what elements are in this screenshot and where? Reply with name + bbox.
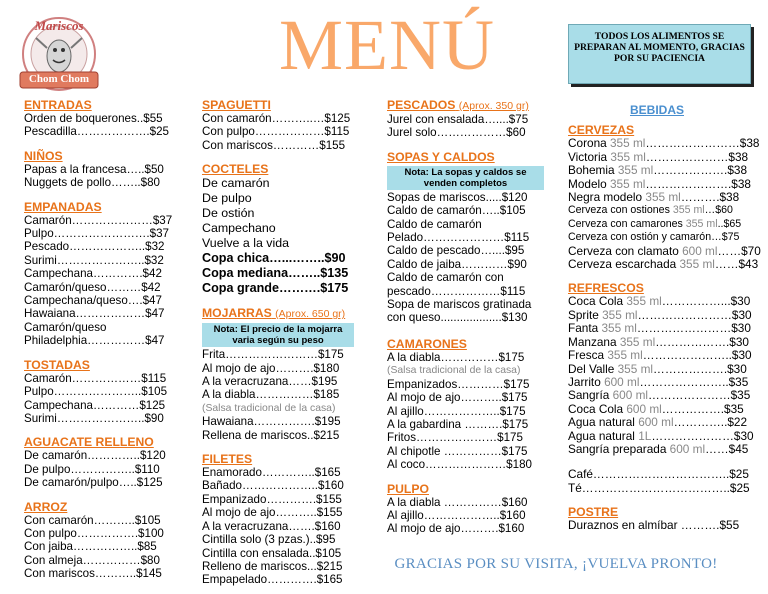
drink-price: …$60	[704, 204, 733, 217]
section-heading: FILETES	[202, 452, 253, 467]
section-cocteles	[202, 162, 354, 296]
section-heading-text: MOJARRAS	[202, 306, 272, 321]
menu-item: Pescadilla……………….$25	[24, 125, 169, 139]
menu-item: Empanizados…………$175	[387, 377, 530, 391]
section-pulpo	[387, 482, 544, 536]
menu-item: Al ajillo………………..$160	[387, 508, 526, 522]
menu-item: Caldo de camarón	[387, 217, 482, 231]
drink-size: 355 ml	[626, 294, 662, 309]
drink-size: 355 ml	[685, 217, 718, 230]
drink-name: Bohemia	[568, 163, 618, 178]
drink-price: …………………$30	[651, 428, 754, 443]
drink-size: 1L	[638, 428, 652, 443]
drink-price: ……………...$30	[661, 294, 751, 309]
drink-size: 355 ml	[617, 163, 654, 178]
menu-item: Vuelve a la vida	[202, 236, 290, 251]
drink-price: ……$45	[705, 441, 749, 456]
drink-size: 355 ml	[617, 361, 654, 376]
section-extras	[568, 467, 750, 495]
drink-size: 355 ml	[672, 204, 705, 217]
menu-item: Café……………………………..$25	[568, 467, 749, 482]
menu-item: A la diabla……………$175	[387, 350, 525, 364]
section-tostadas	[24, 358, 172, 426]
section-heading: AGUACATE RELLENO	[24, 435, 154, 450]
menu-item: Frita……………………$175	[202, 348, 344, 362]
column-2	[202, 98, 354, 587]
menu-item: Campechana/queso….$47	[24, 294, 162, 308]
menu-item: Con camarón………..…$125	[202, 112, 351, 125]
menu-item: Campechano	[202, 221, 276, 236]
drink-item	[568, 294, 751, 309]
section-entradas	[24, 98, 172, 139]
menu-item: A la diabla……………$185	[202, 388, 340, 402]
drink-item	[568, 321, 751, 336]
drink-price: …………………$35	[648, 388, 751, 403]
drink-price: ……….$38	[680, 190, 740, 205]
menu-item: De pulpo……………..$110	[24, 462, 160, 476]
drink-price: ……………….$38	[653, 163, 748, 178]
section-heading: PULPO	[387, 481, 429, 496]
section-mojarras	[202, 306, 354, 442]
menu-item: Con pulpo…………….$100	[24, 526, 164, 540]
menu-item: Campechana………….$42	[24, 267, 162, 281]
drink-price: …$75	[711, 231, 740, 244]
drink-name: Agua natural	[568, 428, 639, 443]
drink-name: Victoria	[568, 149, 611, 164]
menu-item: Al mojo de ajo……….$160	[387, 522, 525, 536]
drink-size: 355 ml	[645, 190, 681, 205]
drink-item	[568, 149, 749, 164]
menu-item: Té………………………………..$25	[568, 480, 750, 495]
drink-item	[568, 403, 746, 416]
section-heading: CERVEZAS	[568, 123, 635, 138]
menu-item: Jurel con ensalada…....$75	[387, 113, 529, 126]
menu-item: Cintilla con ensalada..$105	[202, 546, 342, 560]
section-heading: SPAGUETTI	[202, 98, 271, 112]
drink-size: 355 ml	[609, 136, 646, 151]
section-heading: ENTRADAS	[24, 98, 92, 112]
drink-name: Fanta	[568, 321, 602, 336]
drink-price: ……………….$30	[655, 334, 749, 349]
drink-item	[568, 441, 749, 456]
menu-item: De camarón/pulpo…..$125	[24, 476, 163, 490]
drink-price: …………….$35	[661, 401, 744, 416]
drink-size: 600 ml	[612, 388, 649, 403]
menu-item: Philadelphia……………$47	[24, 334, 165, 348]
drink-item	[568, 388, 751, 403]
drink-name: Cerveza con ostiones	[568, 204, 673, 217]
drink-name: Coca Cola	[568, 401, 627, 416]
price-item: Copa grande……….$175	[202, 281, 349, 296]
drink-item	[568, 243, 761, 258]
menu-item: Surimi…………………..$90	[24, 411, 164, 425]
menu-item: Rellena de mariscos..$215	[202, 428, 340, 442]
menu-item: Empapelado………….$165	[202, 573, 343, 587]
menu-item: Duraznos en almíbar ……….$55	[568, 518, 740, 533]
drink-name: Modelo	[568, 176, 610, 191]
note-box: Nota: La sopas y caldos se venden completos	[387, 166, 544, 190]
section-postre	[568, 505, 746, 532]
menu-item: Papas a la francesa…..$50	[24, 162, 164, 176]
menu-item: Al ajillo………………..$175	[387, 404, 526, 418]
drink-price: ……………………$38	[645, 136, 760, 151]
drink-size: 355 ml	[610, 149, 646, 164]
section-heading: EMPANADAS	[24, 199, 102, 214]
section-arroz	[24, 500, 172, 581]
drink-price: ……………………$30	[637, 307, 752, 322]
section-pescados	[387, 98, 544, 140]
drink-name: Corona	[568, 136, 610, 151]
drink-item	[568, 191, 746, 204]
menu-item: Camarón………………$115	[24, 371, 167, 385]
section-heading: NIÑOS	[24, 148, 63, 163]
drink-name: Cerveza escarchada	[568, 257, 680, 272]
menu-item: Caldo de pescado…....$95	[387, 244, 525, 258]
menu-item: Al mojo de ajo……….$180	[202, 361, 340, 375]
column-1	[24, 98, 172, 581]
section-spaguetti	[202, 98, 354, 152]
menu-item: De pulpo	[202, 191, 252, 206]
menu-item: Orden de boquerones..$55	[24, 112, 163, 125]
menu-item: Al mojo de ajo………..$175	[387, 391, 528, 405]
menu-item: Al chipotle ……………$175	[387, 444, 528, 458]
drink-size: 600 ml	[638, 415, 674, 430]
drink-item	[568, 176, 751, 191]
drink-price: …………………$38	[645, 149, 749, 164]
section-heading	[202, 306, 354, 321]
note-box: Nota: El precio de la mojarra varia según su peso	[202, 323, 354, 347]
drink-name: Sangría preparada	[568, 441, 670, 456]
section-subheading: (Aprox. 350 gr)	[458, 100, 529, 112]
drink-size: 355 ml	[609, 176, 646, 191]
drink-size: 600 ml	[669, 441, 706, 456]
section-heading: COCTELES	[202, 162, 269, 177]
drink-size: 355 ml	[679, 257, 715, 272]
menu-item: A la veracruzana……$195	[202, 375, 338, 389]
section-heading: POSTRE	[568, 505, 619, 520]
drink-name: Manzana	[568, 334, 620, 349]
drink-size: 600 ml	[604, 374, 640, 389]
section-aguacate-relleno	[24, 435, 172, 489]
menu-item: Enamorado…………..$165	[202, 466, 341, 480]
menu-item: Hawaiana…………….$195	[202, 415, 341, 429]
menu-item: Camarón…………………$37	[24, 213, 173, 227]
drink-price: …………………..$30	[642, 348, 752, 363]
menu-item: Con pulpo………………$115	[202, 125, 350, 139]
menu-item: De ostión	[202, 206, 255, 221]
drink-item	[568, 374, 749, 389]
menu-item: Hawaiana………………$47	[24, 307, 165, 321]
menu-item: A la gabardina ……….$175	[387, 417, 529, 431]
menu-item: Sopas de mariscos.....$120	[387, 190, 528, 204]
drink-name: Cerveza con clamato	[568, 243, 683, 258]
menu-item: Relleno de mariscos...$215	[202, 559, 343, 573]
drink-price: ……$70	[717, 243, 761, 258]
section-filetes	[202, 452, 354, 587]
menu-item: Jurel solo………………$60	[387, 126, 526, 140]
menu-item: Pelado…………………$115	[387, 231, 530, 245]
menu-item: Caldo de camarón con	[387, 271, 504, 285]
menu-item: Bañado………………..$160	[202, 479, 344, 493]
section-sopas	[387, 150, 544, 325]
drink-item	[568, 136, 760, 151]
menu-item: con queso...................$130	[387, 311, 528, 325]
section-heading-text: PESCADOS	[387, 98, 456, 112]
drink-item	[568, 428, 754, 443]
drink-item	[568, 334, 749, 349]
drink-item	[568, 204, 746, 217]
drink-name: Cerveza con ostión y camarón	[568, 231, 712, 244]
drink-price: …………………..$35	[639, 374, 749, 389]
drink-name: Agua natural	[568, 415, 639, 430]
menu-item: Al coco…………………$180	[387, 458, 532, 472]
menu-item: Pulpo…………………..$105	[24, 385, 168, 399]
drink-price: ..$65	[717, 217, 742, 230]
menu-item: Caldo de jaiba…………$90	[387, 257, 527, 271]
menu-item: Camarón/queso	[24, 320, 107, 334]
section-heading: ARROZ	[24, 499, 68, 514]
column-4	[568, 96, 761, 533]
footer-message: GRACIAS POR SU VISITA, ¡VUELVA PRONTO!	[394, 556, 718, 572]
drink-name: Negra modelo	[568, 190, 646, 205]
drink-name: Jarrito	[568, 374, 605, 389]
drink-item	[568, 231, 746, 244]
drink-name: Coca Cola	[568, 294, 627, 309]
section-subheading: (Aprox. 650 gr)	[275, 308, 346, 321]
drink-price: ……………………$30	[636, 321, 751, 336]
drink-size: 355 ml	[607, 348, 643, 363]
drink-item	[568, 348, 752, 363]
notice-box	[568, 24, 751, 84]
menu-item: A la diabla ……………$160	[387, 495, 528, 509]
menu-item: Fritos…………………$175	[387, 431, 523, 445]
drink-name: Fresca	[568, 348, 608, 363]
price-item: Copa chica…...……..$90	[202, 251, 346, 266]
menu-item: Pulpo…………………….$37	[24, 227, 169, 241]
logo-top-text: Mariscos	[34, 18, 84, 33]
menu-item: pescado………………$115	[387, 284, 526, 298]
menu-item: A la veracruzana…….$160	[202, 519, 341, 533]
drink-item	[568, 416, 746, 429]
column-3	[387, 98, 544, 536]
drink-name: Sangría	[568, 388, 613, 403]
drink-size: 600 ml	[626, 401, 662, 416]
section-heading: SOPAS Y CALDOS	[387, 149, 495, 164]
drink-name: Cerveza con camarones	[568, 217, 686, 230]
drink-size: 355 ml	[601, 321, 637, 336]
menu-item: Con mariscos…………$155	[202, 138, 346, 152]
section-refrescos	[568, 281, 754, 456]
menu-item: Nuggets de pollo……..$80	[24, 176, 160, 190]
menu-item: Cintilla solo (3 pzas.)..$95	[202, 533, 336, 547]
drink-item	[568, 257, 759, 272]
restaurant-logo	[14, 12, 104, 96]
menu-item: Caldo de camarón…..$105	[387, 204, 526, 218]
drink-size: 355 ml	[602, 307, 638, 322]
menu-item: De camarón	[202, 176, 270, 191]
drink-price: ……………….$30	[653, 361, 747, 376]
menu-item: Camarón/queso………$42	[24, 280, 161, 294]
menu-item: Empanizado………….$155	[202, 492, 342, 506]
section-camarones	[387, 337, 544, 472]
menu-item: Con almeja……………$80	[24, 553, 160, 567]
section-cervezas	[568, 123, 761, 272]
menu-item: Con mariscos………..$145	[24, 567, 162, 581]
drink-size: 600 ml	[682, 243, 718, 258]
drink-item	[568, 363, 746, 376]
drink-price: …………..$22	[673, 415, 748, 430]
notice-text: TODOS LOS ALIMENTOS SE PREPARAN AL MOMENTO, GRACIAS POR SU PACIENCIA	[574, 31, 745, 64]
menu-item: Surimi…………………..$32	[24, 253, 164, 267]
menu-item: Sopa de mariscos gratinada	[387, 298, 532, 312]
section-niños	[24, 149, 172, 190]
drink-price: ……$43	[714, 257, 759, 272]
menu-item: Campechana…………$125	[24, 398, 166, 412]
item-annotation: (Salsa tradicional de la casa)	[387, 365, 521, 377]
drink-item	[568, 218, 746, 231]
section-heading: CAMARONES	[387, 336, 467, 351]
logo-bottom-text: Chom Chom	[28, 73, 90, 85]
drink-item	[568, 164, 746, 177]
drink-size: 355 ml	[619, 334, 656, 349]
drink-item	[568, 307, 752, 322]
section-heading	[387, 98, 544, 113]
drink-name: Sprite	[568, 307, 603, 322]
section-heading: TOSTADAS	[24, 357, 90, 372]
price-item: Copa mediana……..$135	[202, 266, 349, 281]
drink-name: Del Valle	[568, 361, 618, 376]
bebidas-heading: BEBIDAS	[629, 103, 684, 117]
menu-item: Al mojo de ajo………..$155	[202, 506, 343, 520]
menu-title: MENÚ	[279, 5, 495, 85]
drink-price: ………………….$38	[645, 176, 751, 191]
menu-item: De camarón…………..$120	[24, 449, 166, 463]
section-empanadas	[24, 200, 172, 348]
menu-item: Pescado………………..$32	[24, 240, 165, 254]
menu-item: Con jaiba……………..$85	[24, 540, 157, 554]
section-heading: REFRESCOS	[568, 281, 644, 296]
item-annotation: (Salsa tradicional de la casa)	[202, 402, 336, 414]
menu-item: Con camarón………..$105	[24, 513, 161, 527]
